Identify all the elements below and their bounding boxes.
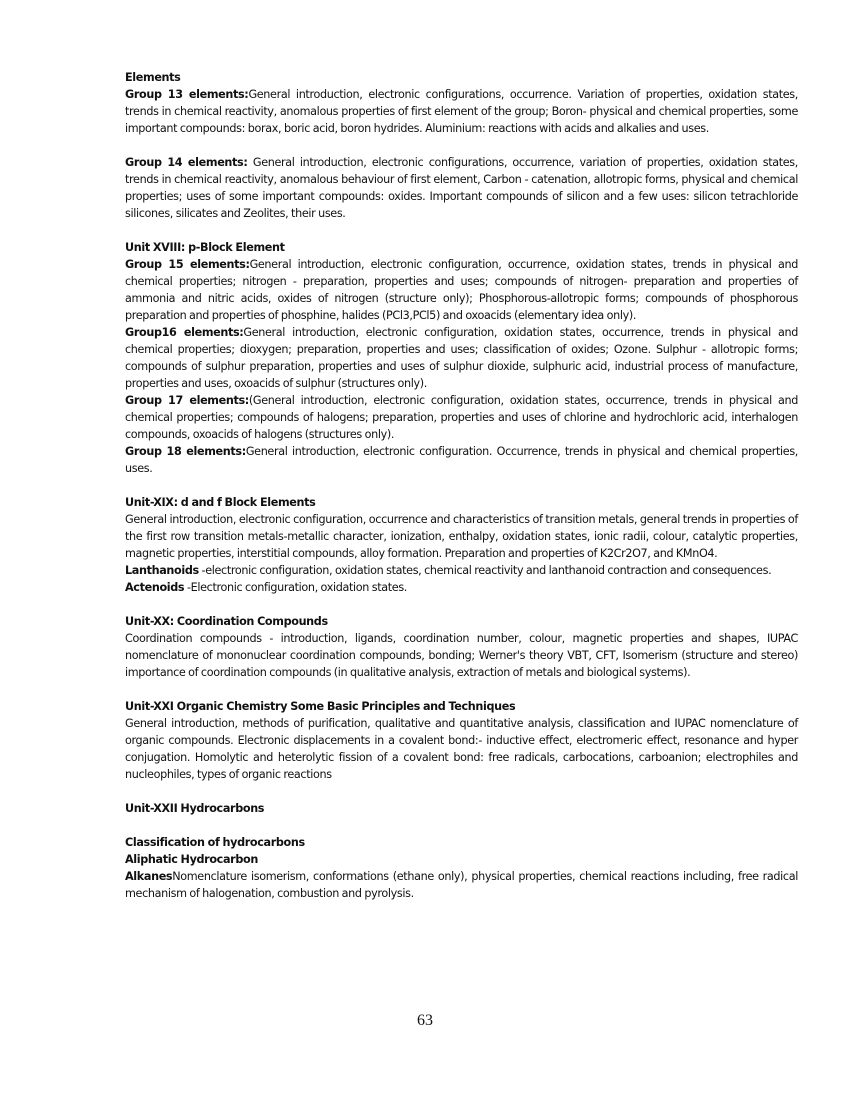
section-heading: Unit-XIX: d and f Block Elements [125,496,316,509]
group-text: (General introduction, electronic configuration, oxidation states, occurrence, trends in physical and chemical properties; compounds of halogens; preparation, properties and uses of chlorine and hydrochloric acid, interhalogen compounds, oxoacids of halogens (structures only). [125,394,798,441]
section-unit-22-heading [125,800,798,817]
group-text: -Electronic configuration, oxidation states. [184,581,407,594]
group-text: Nomenclature isomerism, conformations (ethane only), physical properties, chemical reactions including, free radical mechanism of halogenation, combustion and pyrolysis. [125,870,798,900]
paragraph-organic: General introduction, methods of purification, qualitative and quantitative analysis, classification and IUPAC nomenclature of organic compounds. Electronic displacements in a covalent bond:- inductive effect, electromeric effect, resonance and hyper conjugation. Homolytic and heterolytic fission of a covalent bond: free radicals, carbocations, carboanion; electrophiles and nucleophiles, types of organic reactions [125,717,798,781]
section-heading: Unit-XX: Coordination Compounds [125,615,328,628]
group-text: -electronic configuration, oxidation states, chemical reactivity and lanthanoid contraction and consequences. [198,564,772,577]
subsection-heading: Classification of hydrocarbons [125,836,305,849]
paragraph-group-18 [125,443,798,477]
paragraph-group-16 [125,324,798,392]
group-label: Group16 elements: [125,326,244,339]
paragraph-group-13 [125,86,798,137]
paragraph-alkanes [125,868,798,902]
paragraph-group-15 [125,256,798,324]
subsection-heading: Aliphatic Hydrocarbon [125,853,258,866]
group-label: Group 17 elements: [125,394,249,407]
section-unit-20 [125,613,798,681]
section-group-14 [125,154,798,222]
paragraph-lanthanoids [125,562,798,579]
group-text: General introduction, electronic configuration, oxidation states, occurrence, trends in physical and chemical properties; dioxygen; preparation, properties and uses; classification of oxides; Ozone. Sulphur - allotropic forms; compounds of sulphur preparation, properties and uses of sulphur dioxide, sulphuric acid, industrial process of manufacture, properties and uses, oxoacids of sulphur (structures only). [125,326,798,390]
group-text: General introduction, electronic configuration, occurrence, oxidation states, trends in physical and chemical properties; nitrogen - preparation, properties and uses; compounds of nitrogen- preparation and properties of ammonia and nitric acids, oxides of nitrogen (structure only); Phosphorous-allotropic forms; compounds of phosphorous preparation and properties of phosphine, halides (PCl3,PCl5) and oxoacids (elementary idea only). [125,258,798,322]
paragraph-actenoids [125,579,798,596]
group-text: General introduction, electronic configuration. Occurrence, trends in physical and chemical properties, uses. [125,445,799,475]
group-text: General introduction, electronic configurations, occurrence. Variation of properties, oxidation states, trends in chemical reactivity, anomalous properties of first element of the group; Boron- physical and chemical properties, some important compounds: borax, boric acid, boron hydrides. Aluminium: reactions with acids and alkalies and uses. [125,88,798,135]
group-label: Group 18 elements: [125,445,246,458]
section-heading: Unit-XXII Hydrocarbons [125,802,265,815]
section-heading: Unit-XXI Organic Chemistry Some Basic Principles and Techniques [125,700,516,713]
paragraph-group-14 [125,154,798,222]
section-heading: Elements [125,71,181,84]
section-unit-18 [125,239,798,477]
group-label: Lanthanoids [125,564,199,577]
group-text: General introduction, electronic configurations, occurrence, variation of properties, oxidation states, trends in chemical reactivity, anomalous behaviour of first element, Carbon - catenation, allotropic forms, physical and chemical properties; uses of some important compounds: oxides. Important compounds of silicon and a few uses: silicon tetrachloride silicones, silicates and Zeolites, their uses. [125,156,798,220]
section-heading: Unit XVIII: p-Block Element [125,241,285,254]
group-label: Actenoids [125,581,185,594]
page-number: 63 [417,1012,433,1029]
page-content [125,69,798,902]
section-unit-19 [125,494,798,596]
paragraph-coordination: Coordination compounds - introduction, ligands, coordination number, colour, magnetic properties and shapes, IUPAC nomenclature of mononuclear coordination compounds, bonding; Werner's theory VBT, CFT, Isomerism (structure and stereo) importance of coordination compounds (in qualitative analysis, extraction of metals and biological systems). [125,632,798,679]
group-label: Group 13 elements: [125,88,249,101]
section-elements [125,69,798,137]
section-unit-21 [125,698,798,783]
paragraph-group-17 [125,392,798,443]
paragraph-transition-metals: General introduction, electronic configuration, occurrence and characteristics of transition metals, general trends in properties of the first row transition metals-metallic character, ionization, enthalpy, oxidation states, ionic radii, colour, catalytic properties, magnetic properties, interstitial compounds, alloy formation. Preparation and properties of K2Cr2O7, and KMnO4. [125,513,798,560]
section-hydrocarbons [125,834,798,902]
group-label: Alkanes [125,870,173,883]
group-label: Group 15 elements: [125,258,250,271]
group-label: Group 14 elements: [125,156,248,169]
